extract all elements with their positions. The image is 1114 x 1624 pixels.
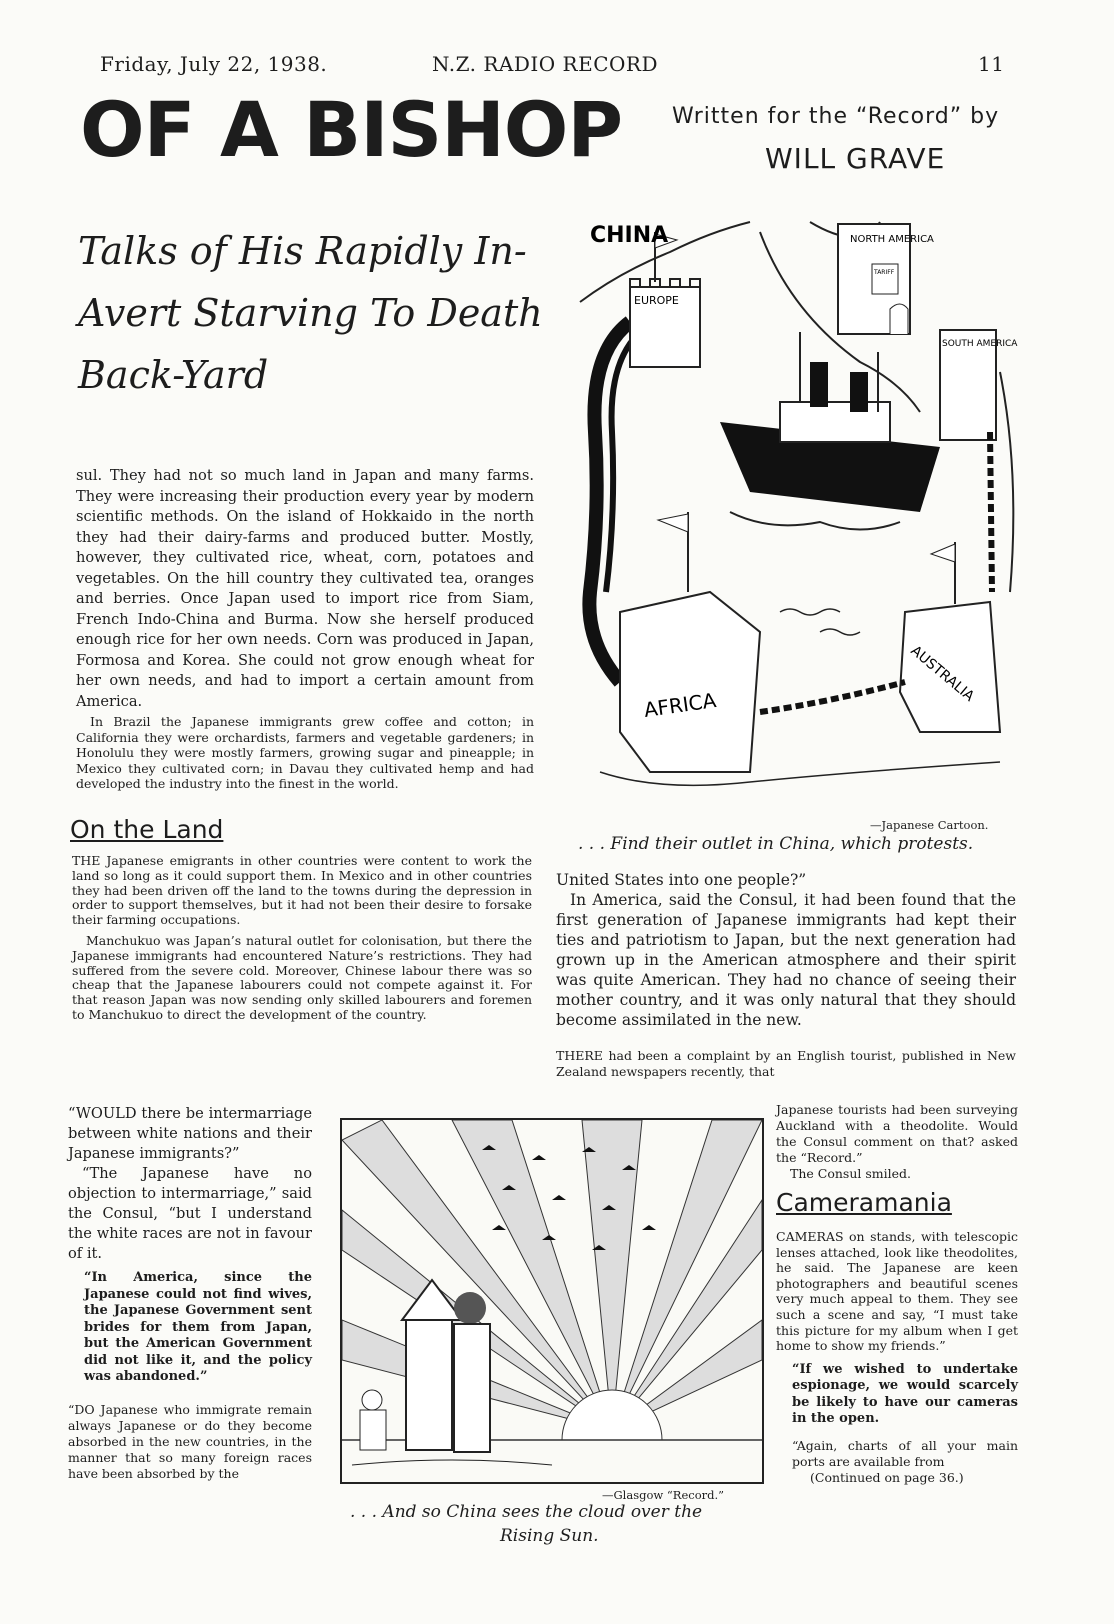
cartoon-caption: . . . Find their outlet in China, which protests. xyxy=(578,834,974,854)
paragraph: sul. They had not so much land in Japan and many farms. They were increasing their production every year by modern scientific methods. On the island of Hokkaido in the north they had their dairy-farms and produced butter. Mostly, however, they cultivated rice, wheat, corn, potatoes and vegetables. On the hill country they cultivated tea, oranges and berries. Once Japan used to import rice from Siam, French Indo-China and Burma. Now she herself produced enough rice for her own needs. Corn was produced in Japan, Formosa and Korea. She could not grow enough wheat for her own needs, and had to import a certain amount from America. xyxy=(76,467,534,710)
right-column-bottom xyxy=(776,1102,1018,1486)
paragraph: Manchukuo was Japan’s natural outlet for colonisation, but there the Japanese immigrants had encountered Nature’s restrictions. They had suffered from the severe cold. Moreover, Chinese labour there was so cheap that the Japanese labourers could not compete against it. For that reason Japan was now sending only skilled labourers and foremen to Manchukuo to direct the development of the country. xyxy=(72,932,532,1022)
pull-quote: “In America, since the Japanese could not find wives, the Japanese Government sent brides for them from Japan, but the American Government did not like it, and the policy was abandoned.” xyxy=(84,1270,312,1384)
author-name: WILL GRAVE xyxy=(765,142,946,175)
headline: OF A BISHOP xyxy=(80,85,623,174)
byline: Written for the “Record” by xyxy=(672,104,1000,129)
cartoon-world-map xyxy=(560,212,1030,812)
label-africa: AFRICA xyxy=(642,688,718,722)
page-number: 11 xyxy=(978,52,1005,76)
cartoon-credit: —Glasgow “Record.” xyxy=(602,1488,725,1502)
cartoon-rising-sun xyxy=(340,1118,764,1484)
paragraph: THE Japanese emigrants in other countries were content to work the land so long as it could support them. In Mexico and in other countries they had been driven off the land to the towns during the depression in order to support themselves, but it had not been their desire to forsake their farming occupations. xyxy=(72,853,532,928)
left-column-top xyxy=(76,466,534,792)
cartoon-caption-line-2: Rising Sun. xyxy=(500,1526,599,1546)
label-australia: AUSTRALIA xyxy=(907,642,978,705)
paragraph: Japanese tourists had been surveying Auckland with a theodolite. Would the Consul comment on that? asked the “Record.” xyxy=(776,1102,1018,1165)
section-heading-on-the-land: On the Land xyxy=(70,815,224,844)
left-column-bottom xyxy=(68,1104,312,1482)
paragraph: “WOULD there be intermarriage between white nations and their Japanese immigrants?” xyxy=(68,1105,312,1162)
label-south-america: SOUTH AMERICA xyxy=(942,339,1018,349)
paragraph: “The Japanese have no objection to intermarriage,” said the Consul, “but I understand the white races are not in favour of it. xyxy=(68,1165,312,1262)
label-europe: EUROPE xyxy=(634,294,679,307)
cartoon-caption-line-1: . . . And so China sees the cloud over the xyxy=(350,1502,703,1522)
publication-name: N.Z. RADIO RECORD xyxy=(432,52,658,76)
subheadline-line-2: Avert Starving To Death xyxy=(78,291,543,335)
pull-quote: “If we wished to undertake espionage, we would scarcely be likely to have our cameras in the open. xyxy=(792,1361,1018,1427)
paragraph: In America, said the Consul, it had been found that the first generation of Japanese immigrants had kept their ties and patriotism to Japan, but the next generation had grown up in the American atmosphere and their spirit was quite American. They had no chance of seeing their mother country, and it was only natural that they should become assimilated in the new. xyxy=(556,891,1016,1029)
label-north-america: NORTH AMERICA xyxy=(850,234,934,245)
paragraph: In Brazil the Japanese immigrants grew coffee and cotton; in California they were orchardists, farmers and vegetable gardeners; in Honolulu they were mostly farmers, growing sugar and pineapple; in Mexico they cultivated corn; in Davau they cultivated hemp and had developed the industry into the finest in the world. xyxy=(76,714,534,791)
subheadline-line-1: Talks of His Rapidly In- xyxy=(78,229,527,273)
paragraph: The Consul smiled. xyxy=(790,1166,911,1181)
paragraph: CAMERAS on stands, with telescopic lenses attached, look like theodolites, he said. The Japanese are keen photographers and beautiful scenes very much appeal to them. They see such a scene and say, “I must take this picture for my album when I get home to show my friends.” xyxy=(776,1229,1018,1354)
section-heading-cameramania: Cameramania xyxy=(776,1188,952,1217)
paragraph: United States into one people?” xyxy=(556,871,807,889)
paragraph: “Again, charts of all your main ports are available from xyxy=(792,1437,1018,1469)
cartoon-credit: —Japanese Cartoon. xyxy=(870,818,989,832)
cartoon-drawing xyxy=(560,212,1030,812)
issue-date: Friday, July 22, 1938. xyxy=(100,52,328,76)
right-column-middle xyxy=(556,870,1016,1080)
subheadline xyxy=(78,220,558,406)
paragraph: “DO Japanese who immigrate remain always Japanese or do they become absorbed in the new countries, in the manner that so many foreign races have been absorbed by the xyxy=(68,1401,312,1481)
label-china: CHINA xyxy=(590,223,669,248)
cartoon-rising-sun-drawing xyxy=(342,1120,762,1482)
continued-note: (Continued on page 36.) xyxy=(810,1469,964,1485)
label-tariff: TARIFF xyxy=(874,269,895,276)
paragraph: THERE had been a complaint by an English tourist, published in New Zealand newspapers recently, that xyxy=(556,1048,1016,1079)
subheadline-line-3: Back-Yard xyxy=(78,353,269,397)
left-column-land xyxy=(72,854,532,1023)
